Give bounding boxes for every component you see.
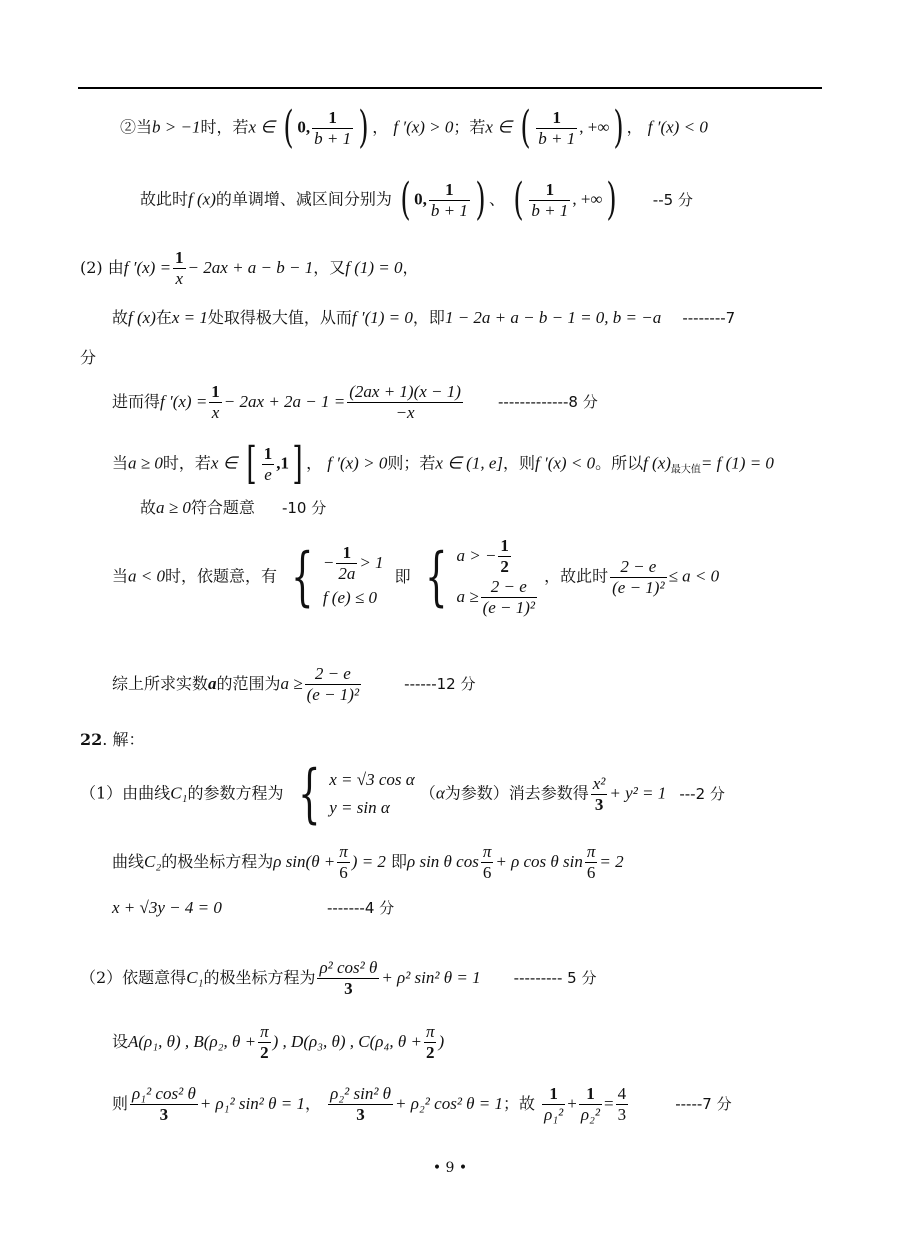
math: ,1 (276, 453, 289, 473)
line-12 (112, 842, 624, 883)
text: ，故此时 (544, 566, 609, 586)
math: x + √3y − 4 = 0 (112, 898, 222, 917)
numerator: 1 (312, 108, 353, 129)
fraction (536, 108, 577, 149)
math: = 2 (599, 852, 624, 871)
fraction (258, 1022, 271, 1063)
text: ；故 (502, 1094, 535, 1113)
fraction (173, 248, 186, 289)
text: 时，依题意，有 (165, 566, 278, 586)
fraction (424, 1022, 437, 1063)
right-paren: ) (475, 174, 486, 225)
inequality-system (323, 543, 384, 612)
math: x ∈ (1, e] (435, 453, 504, 473)
numerator: π (586, 842, 596, 861)
math: α (435, 783, 445, 803)
text: 的范围为 (216, 674, 281, 693)
text: 时，若 (200, 117, 249, 137)
math: f ′(x) > 0 (393, 117, 454, 137)
score-note: -------4 分 (326, 899, 395, 917)
fraction (209, 382, 222, 423)
denominator: 3 (594, 794, 604, 814)
numerator: ρ₂² sin² θ (330, 1084, 392, 1103)
numerator: 2 − e (610, 557, 666, 578)
math: ρ sin(θ + (273, 852, 336, 871)
left-paren: ( (283, 102, 294, 153)
text: 曲线 (112, 852, 145, 871)
right-paren: ) (358, 102, 369, 153)
fraction (591, 774, 608, 815)
page-number: • 9 • (432, 1160, 468, 1176)
left-bracket: [ (246, 438, 257, 489)
text: ， (306, 453, 323, 473)
line-11 (80, 757, 725, 831)
fraction (262, 444, 275, 485)
score-note: ------12 分 (404, 675, 476, 693)
fraction (585, 842, 598, 883)
denominator: 3 (617, 1105, 627, 1124)
fraction (498, 536, 511, 577)
numerator: 1 (211, 382, 220, 401)
numerator: ρ₁² cos² θ (132, 1084, 196, 1103)
text: 的单调增、减区间分别为 (215, 189, 392, 209)
math: ) , D(ρ₃, θ) , C(ρ₄, θ + (272, 1032, 422, 1051)
math: x ∈ (485, 117, 513, 137)
denominator: b + 1 (314, 128, 352, 148)
text: 故此时 (140, 189, 189, 209)
denominator: e (264, 464, 272, 484)
left-paren: ( (400, 174, 411, 225)
text: 当 (112, 566, 129, 586)
numerator: 2 − e (481, 577, 537, 598)
text: 的参数方程为 (187, 783, 284, 803)
text: ， (372, 117, 389, 137)
denominator: ρ₁² (544, 1105, 564, 1124)
score-note: -----7 分 (675, 1095, 732, 1113)
math: a ≥ 0 (128, 453, 163, 473)
math: C₁ (186, 968, 204, 987)
fraction (130, 1084, 198, 1125)
denominator: x (211, 403, 220, 422)
line-4-continuation: 分 (80, 348, 97, 367)
text: 则；若 (387, 453, 436, 473)
math: C₂ (144, 852, 162, 871)
math: 0, (297, 117, 311, 137)
line-6 (112, 438, 774, 489)
fraction (429, 180, 470, 221)
text: ②当 (120, 117, 153, 137)
text: 处取得极大值，从而 (207, 308, 352, 327)
text: 则 (112, 1094, 129, 1113)
numerator: ρ² cos² θ (319, 958, 378, 977)
math: − 2ax + a − b − 1 (187, 258, 314, 277)
fraction (616, 1084, 629, 1125)
math: − (322, 552, 335, 572)
math: A(ρ₁, θ) , B(ρ₂, θ + (128, 1032, 257, 1051)
math: ρ sin θ cos (407, 852, 479, 871)
inequality-system (456, 536, 539, 618)
math: a ≥ 0 (156, 498, 191, 517)
fraction (610, 557, 666, 598)
numerator: (2ax + 1)(x − 1) (349, 382, 461, 401)
text: 故 (112, 308, 129, 327)
math: a > − (456, 546, 497, 565)
fraction (347, 382, 463, 423)
text: 综上所求实数 (112, 674, 209, 693)
math: + (567, 1094, 577, 1113)
text: 。所以 (595, 453, 644, 473)
numerator: 1 (336, 543, 357, 564)
math: f ′(x) < 0 (535, 453, 596, 473)
math: 0, (414, 189, 427, 209)
text: ， (626, 117, 643, 137)
score-note: --5 分 (652, 190, 693, 209)
math: , +∞ (579, 117, 610, 137)
math: a (208, 674, 217, 693)
text: . 解： (102, 730, 145, 749)
math: f ′(1) = 0 (351, 308, 413, 327)
math: a < 0 (128, 566, 165, 586)
left-paren: ( (520, 102, 531, 153)
math: f (x) (128, 308, 156, 327)
text: 的极坐标方程为 (161, 852, 274, 871)
line-14 (80, 958, 596, 999)
denominator: 6 (482, 863, 492, 882)
fraction (481, 577, 537, 618)
math: f (x) (188, 189, 216, 209)
fraction (481, 842, 494, 883)
text: (2) 由 (80, 258, 124, 277)
math: a ≥ (456, 587, 479, 606)
left-brace: { (297, 757, 321, 831)
line-16 (112, 1084, 732, 1125)
text: ；若 (453, 117, 486, 137)
text: 、 (489, 189, 506, 209)
math: + ρ² sin² θ = 1 (381, 968, 481, 987)
right-bracket: ] (292, 438, 303, 489)
text: ， (402, 258, 419, 277)
denominator: 2 (260, 1043, 269, 1062)
fraction (328, 1084, 393, 1125)
line-9 (112, 664, 476, 705)
line-13 (112, 898, 394, 918)
math: ) (438, 1032, 445, 1051)
score-note: --------- 5 分 (513, 969, 597, 987)
denominator: 2a (338, 563, 356, 583)
subscript: 最大值 (670, 464, 701, 476)
right-paren: ) (605, 174, 617, 225)
denominator: x (175, 269, 184, 288)
denominator: (e − 1)² (306, 685, 360, 704)
numerator: π (425, 1022, 435, 1041)
math: f ′(x) = (160, 392, 208, 411)
denominator: 3 (356, 1105, 365, 1124)
fraction (542, 1084, 565, 1125)
text: ，又 (313, 258, 346, 277)
numerator: 1 (536, 108, 577, 129)
text: 故 (140, 498, 157, 517)
score-note: ---2 分 (679, 784, 725, 803)
score-note: --------7 (682, 309, 736, 327)
math: y = sin α (329, 798, 390, 817)
left-paren: ( (513, 174, 524, 225)
numerator: 1 (175, 248, 184, 267)
math: f (1) = 0 (345, 258, 403, 277)
math: f (x) (643, 453, 671, 473)
fraction (317, 958, 379, 999)
text: 符合题意 (190, 498, 255, 517)
numerator: 2 − e (305, 664, 361, 685)
denominator: 6 (586, 863, 596, 882)
numerator: 1 (542, 1084, 565, 1105)
line-8 (112, 536, 719, 618)
numerator: 1 (579, 1084, 602, 1105)
math: f (e) ≤ 0 (322, 587, 377, 607)
numerator: 1 (500, 536, 509, 555)
fraction (529, 180, 570, 221)
question-number: 22 (80, 730, 103, 749)
math: 1 − 2a + a − b − 1 = 0, b = −a (444, 308, 662, 327)
fraction (336, 543, 357, 584)
text: ， (304, 1094, 321, 1113)
denominator: 3 (159, 1105, 169, 1124)
text: ，则 (503, 453, 536, 473)
math: C₁ (170, 783, 188, 803)
text: 的极坐标方程为 (203, 968, 316, 987)
fraction (305, 664, 361, 705)
score-note: -------------8 分 (498, 393, 598, 411)
line-5 (112, 382, 598, 423)
numerator: x² (592, 773, 606, 793)
math: = (604, 1094, 614, 1113)
math: f ′(x) < 0 (647, 117, 708, 137)
denominator: b + 1 (430, 200, 468, 220)
numerator: π (260, 1022, 269, 1041)
denominator: (e − 1)² (612, 577, 665, 597)
denominator: b + 1 (531, 200, 569, 220)
left-brace: { (424, 540, 448, 614)
denominator: 2 (500, 557, 509, 576)
line-1 (120, 102, 708, 153)
math: x = 1 (171, 308, 208, 327)
denominator: b + 1 (538, 128, 576, 148)
math: + y² = 1 (609, 783, 667, 803)
text: 进而得 (112, 392, 161, 411)
line-10 (80, 730, 144, 750)
text: （ (419, 783, 436, 803)
text: 设 (112, 1032, 129, 1051)
header-rule (78, 87, 822, 89)
text: 当 (112, 453, 129, 473)
math: f ′(x) = (123, 258, 172, 277)
text: 时，若 (162, 453, 211, 473)
math: a ≥ (280, 674, 303, 693)
text: （2）依题意得 (80, 968, 187, 987)
math: ≤ a < 0 (668, 566, 720, 586)
numerator: π (482, 842, 492, 861)
denominator: 3 (344, 979, 353, 998)
numerator: 1 (263, 443, 273, 463)
line-15 (112, 1022, 444, 1063)
math: x ∈ (248, 117, 276, 137)
text: 即 (391, 852, 408, 871)
fraction (579, 1084, 602, 1125)
math: , +∞ (572, 189, 603, 209)
line-2 (140, 174, 693, 225)
math: − 2ax + 2a − 1 = (223, 392, 346, 411)
math: ) = 2 (351, 852, 386, 871)
line-3 (80, 248, 419, 289)
numerator: π (339, 842, 348, 861)
score-note: -10 分 (281, 499, 327, 517)
math: + ρ₁² sin² θ = 1 (199, 1094, 305, 1113)
denominator: −x (395, 403, 415, 422)
numerator: 1 (529, 180, 570, 201)
fraction (337, 842, 350, 883)
line-7 (140, 498, 326, 518)
math: f ′(x) > 0 (327, 453, 388, 473)
numerator: 4 (617, 1084, 627, 1103)
math: x ∈ (210, 453, 238, 473)
right-paren: ) (612, 102, 624, 153)
left-brace: { (291, 540, 314, 614)
math: + ρ₂² cos² θ = 1 (395, 1094, 503, 1113)
numerator: 1 (429, 180, 470, 201)
math: x = √3 cos α (329, 770, 415, 789)
fraction (312, 108, 353, 149)
text: （1）由曲线 (80, 783, 171, 803)
text: ，即 (412, 308, 445, 327)
math: = f (1) = 0 (700, 453, 774, 473)
line-4 (112, 308, 735, 328)
text: 在 (155, 308, 172, 327)
denominator: 2 (425, 1043, 435, 1062)
math: b > −1 (152, 117, 201, 137)
denominator: ρ₂² (580, 1105, 601, 1124)
denominator: (e − 1)² (482, 598, 535, 617)
denominator: 6 (339, 863, 348, 882)
parametric-system (329, 766, 414, 822)
text: 为参数）消去参数得 (444, 783, 589, 803)
math: + ρ cos θ sin (495, 852, 583, 871)
math: > 1 (359, 552, 384, 572)
text: 即 (394, 566, 411, 586)
